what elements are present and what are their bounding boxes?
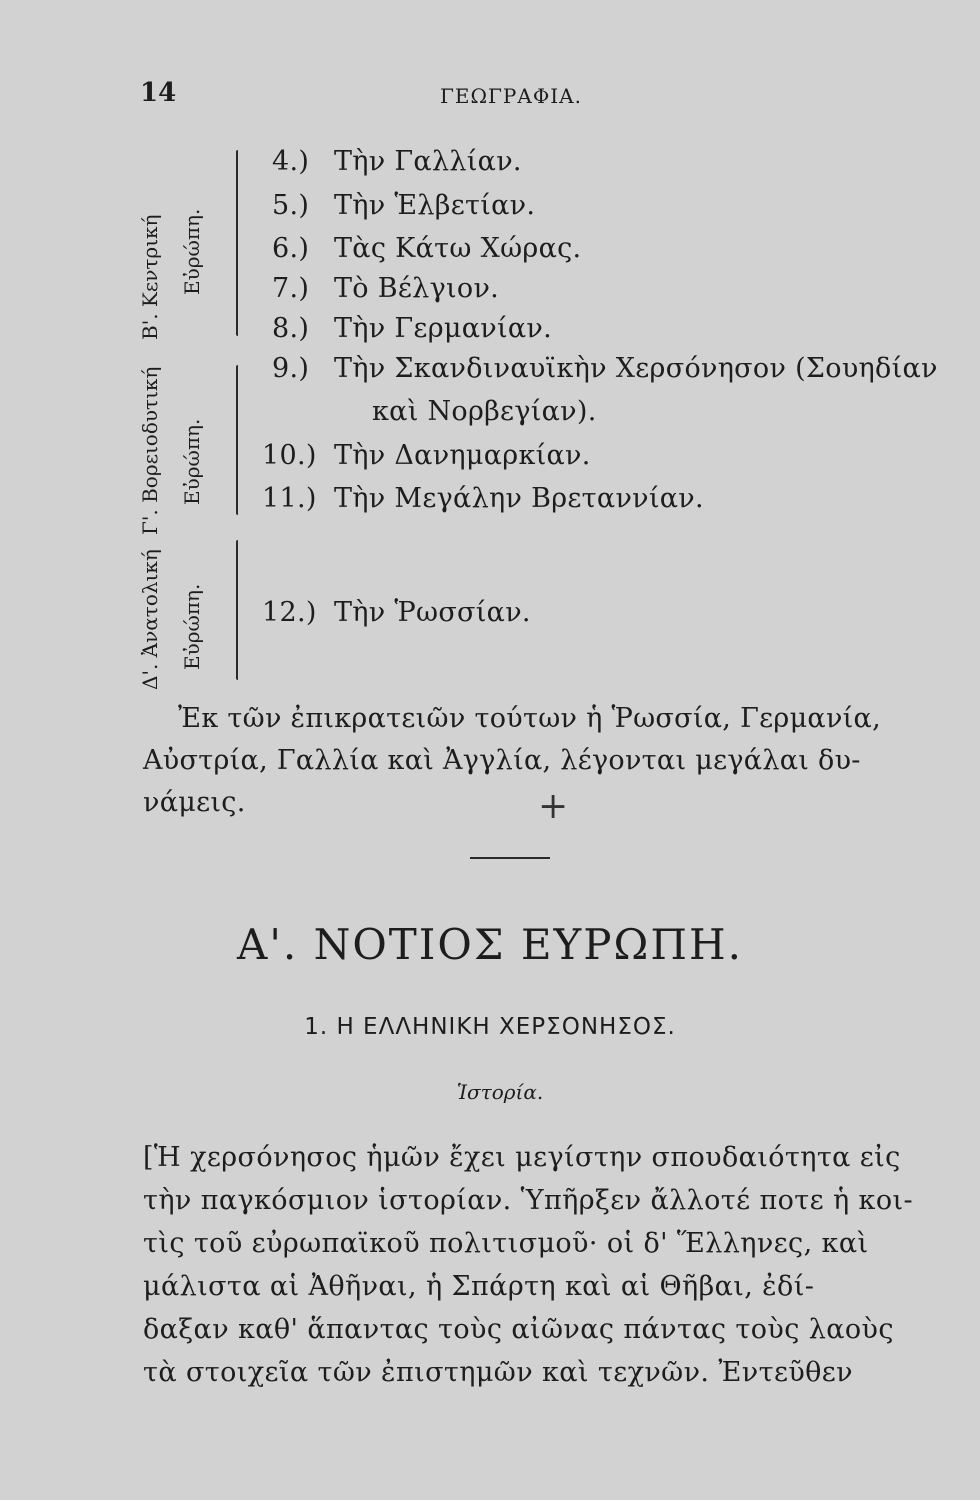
region-brace xyxy=(236,150,238,336)
section-title: Α'. ΝΟΤΙΟΣ ΕΥΡΩΠΗ. xyxy=(237,920,743,969)
region-label-main: Β'. Κεντρική xyxy=(138,214,162,340)
powers-line-2: Αὐστρία, Γαλλία καὶ Ἀγγλία, λέγονται μεγάλαι δυ- xyxy=(143,745,861,776)
powers-line-3: νάμεις. xyxy=(143,787,246,818)
region-label-main: Δ'. Ἀνατολική xyxy=(138,549,162,690)
list-item: καὶ Νορβεγίαν). xyxy=(372,396,597,427)
history-line-5: δαξαν καθ' ἅπαντας τοὺς αἰῶνας πάντας τοὺς λαοὺς xyxy=(143,1314,894,1345)
list-item: 4.) Τὴν Γαλλίαν. xyxy=(272,146,522,177)
region-brace xyxy=(236,540,238,680)
list-item: 12.) Τὴν Ῥωσσίαν. xyxy=(262,597,531,628)
page-number: 14 xyxy=(140,78,177,108)
history-line-6: τὰ στοιχεῖα τῶν ἐπιστημῶν καὶ τεχνῶν. Ἐντεῦθεν xyxy=(143,1357,853,1388)
powers-line-1: Ἐκ τῶν ἐπικρατειῶν τούτων ἡ Ῥωσσία, Γερμανία, xyxy=(178,703,881,734)
history-line-2: τὴν παγκόσμιον ἱστορίαν. Ὑπῆρξεν ἄλλοτέ ποτε ἡ κοι- xyxy=(143,1185,913,1216)
history-line-1: [Ἡ χερσόνησος ἡμῶν ἔχει μεγίστην σπουδαιότητα εἰς xyxy=(143,1142,901,1173)
section-divider xyxy=(470,857,550,859)
region-label-sub: Εὐρώπη. xyxy=(180,208,204,295)
list-item: 9.) Τὴν Σκανδιναυϊκὴν Χερσόνησον (Σουηδίαν xyxy=(272,353,938,384)
running-title: ΓΕΩΓΡΑΦΙΑ. xyxy=(440,84,582,108)
list-item: 6.) Τὰς Κάτω Χώρας. xyxy=(272,233,582,264)
region-label-sub: Εὐρώπη. xyxy=(180,418,204,505)
region-brace xyxy=(236,365,238,515)
list-item: 11.) Τὴν Μεγάλην Βρεταννίαν. xyxy=(262,483,704,514)
list-item: 10.) Τὴν Δανημαρκίαν. xyxy=(262,440,591,471)
history-line-4: μάλιστα αἱ Ἀθῆναι, ἡ Σπάρτη καὶ αἱ Θῆβαι, ἐδί- xyxy=(143,1271,815,1302)
region-label-sub: Εὐρώπη. xyxy=(180,583,204,670)
region-label-main: Γ'. Βορειοδυτική xyxy=(138,366,162,535)
page-header xyxy=(0,78,980,118)
list-item: 7.) Τὸ Βέλγιον. xyxy=(272,273,500,304)
list-item: 5.) Τὴν Ἑλβετίαν. xyxy=(272,190,536,221)
subsection-title: 1. Η ΕΛΛΗΝΙΚΗ ΧΕΡΣΟΝΗΣΟΣ. xyxy=(304,1014,676,1040)
history-line-3: τὶς τοῦ εὐρωπαϊκοῦ πολιτισμοῦ· οἱ δ' Ἕλληνες, καὶ xyxy=(143,1228,869,1259)
list-item: 8.) Τὴν Γερμανίαν. xyxy=(272,313,552,344)
subheading-history: Ἱστορία. xyxy=(456,1080,544,1104)
pencil-cross-mark: + xyxy=(538,786,569,827)
